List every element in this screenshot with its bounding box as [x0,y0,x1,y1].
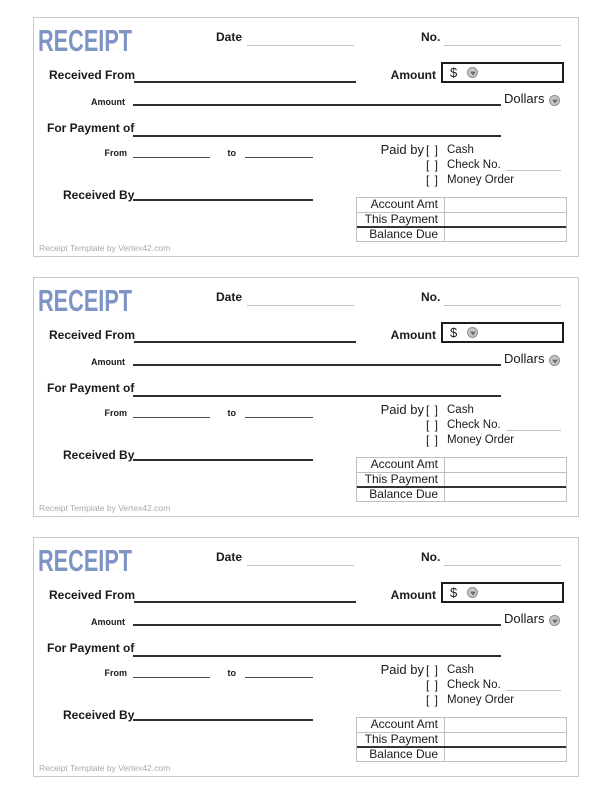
date-label: Date [216,290,243,304]
table-row [357,458,566,473]
to-label: to [227,668,236,678]
check-no-option-label: Check No. [447,159,501,171]
check-no-option-label: Check No. [447,419,501,431]
account-amt-value-cell[interactable] [445,198,566,212]
amount-words-label: Amount [91,97,125,107]
this-payment-label: This Payment [357,733,445,747]
receipt-card [33,277,579,517]
dollars-dropdown-icon[interactable] [549,355,560,366]
money-order-option-label: Money Order [447,434,515,446]
amount-dropdown-icon[interactable] [467,327,478,338]
received-by-label: Received By [63,708,135,722]
number-label: No. [421,550,441,564]
check-no-checkbox[interactable]: [ ] [426,678,440,692]
balance-due-value-cell[interactable] [445,488,566,502]
cash-option-label: Cash [447,664,474,676]
amount-words-field-line[interactable] [133,364,501,366]
summary-table [356,717,567,762]
table-row [357,473,566,489]
number-field-line[interactable] [444,565,561,566]
balance-due-label: Balance Due [357,748,445,762]
currency-symbol: $ [450,65,458,80]
check-no-option-label: Check No. [447,679,501,691]
dollars-label: Dollars [504,611,545,626]
from-label: From [104,148,127,158]
to-label: to [227,148,236,158]
dollars-dropdown-icon[interactable] [549,95,560,106]
this-payment-value-cell[interactable] [445,213,566,227]
to-field-line[interactable] [245,157,313,158]
received-by-field-line[interactable] [133,459,313,461]
number-field-line[interactable] [444,305,561,306]
table-row [357,213,566,229]
currency-symbol: $ [450,585,458,600]
table-row [357,198,566,213]
money-order-checkbox[interactable]: [ ] [426,433,440,447]
amount-input-box[interactable] [441,62,564,83]
check-no-checkbox[interactable]: [ ] [426,158,440,172]
amount-dropdown-icon[interactable] [467,67,478,78]
receipt-title: RECEIPT [38,283,133,318]
template-credit: Receipt Template by Vertex42.com [39,243,171,253]
receipt-title: RECEIPT [38,23,133,58]
paid-by-label: Paid by [380,662,424,677]
received-from-field-line[interactable] [134,81,356,83]
received-from-field-line[interactable] [134,341,356,343]
dollars-label: Dollars [504,91,545,106]
amount-dropdown-icon[interactable] [467,587,478,598]
account-amt-label: Account Amt [357,718,445,732]
money-order-checkbox[interactable]: [ ] [426,173,440,187]
to-label: to [227,408,236,418]
cash-checkbox[interactable]: [ ] [426,143,440,157]
amount-label: Amount [390,68,436,82]
table-row [357,748,566,762]
dollars-label: Dollars [504,351,545,366]
check-no-field-line[interactable] [506,430,561,431]
cash-checkbox[interactable]: [ ] [426,663,440,677]
table-row [357,488,566,502]
date-label: Date [216,550,243,564]
received-from-label: Received From [49,588,136,602]
currency-symbol: $ [450,325,458,340]
check-no-field-line[interactable] [506,170,561,171]
from-field-line[interactable] [133,677,210,678]
for-payment-label: For Payment of [47,121,135,135]
this-payment-value-cell[interactable] [445,733,566,747]
summary-table [356,197,567,242]
balance-due-label: Balance Due [357,228,445,242]
money-order-option-label: Money Order [447,694,515,706]
receipt-title: RECEIPT [38,543,133,578]
balance-due-label: Balance Due [357,488,445,502]
table-row [357,228,566,242]
from-field-line[interactable] [133,157,210,158]
number-field-line[interactable] [444,45,561,46]
to-field-line[interactable] [245,417,313,418]
number-label: No. [421,290,441,304]
received-by-field-line[interactable] [133,719,313,721]
table-row [357,718,566,733]
amount-input-box[interactable] [441,322,564,343]
account-amt-value-cell[interactable] [445,718,566,732]
for-payment-label: For Payment of [47,381,135,395]
cash-option-label: Cash [447,144,474,156]
amount-label: Amount [390,328,436,342]
from-field-line[interactable] [133,417,210,418]
table-row [357,733,566,749]
account-amt-label: Account Amt [357,198,445,212]
this-payment-value-cell[interactable] [445,473,566,487]
cash-option-label: Cash [447,404,474,416]
check-no-checkbox[interactable]: [ ] [426,418,440,432]
amount-words-label: Amount [91,357,125,367]
for-payment-field-line[interactable] [133,395,501,397]
receipt-card [33,17,579,257]
for-payment-field-line[interactable] [133,135,501,137]
amount-words-label: Amount [91,617,125,627]
money-order-option-label: Money Order [447,174,515,186]
received-by-field-line[interactable] [133,199,313,201]
from-label: From [104,668,127,678]
cash-checkbox[interactable]: [ ] [426,403,440,417]
paid-by-label: Paid by [380,402,424,417]
account-amt-value-cell[interactable] [445,458,566,472]
amount-input-box[interactable] [441,582,564,603]
balance-due-value-cell[interactable] [445,228,566,242]
receipt-card [33,537,579,777]
received-from-field-line[interactable] [134,601,356,603]
template-credit: Receipt Template by Vertex42.com [39,503,171,513]
date-field-line[interactable] [247,305,354,306]
this-payment-label: This Payment [357,213,445,227]
amount-label: Amount [390,588,436,602]
account-amt-label: Account Amt [357,458,445,472]
dollars-dropdown-icon[interactable] [549,615,560,626]
balance-due-value-cell[interactable] [445,748,566,762]
date-field-line[interactable] [247,565,354,566]
received-from-label: Received From [49,328,136,342]
received-by-label: Received By [63,448,135,462]
summary-table [356,457,567,502]
received-by-label: Received By [63,188,135,202]
for-payment-label: For Payment of [47,641,135,655]
date-label: Date [216,30,243,44]
money-order-checkbox[interactable]: [ ] [426,693,440,707]
from-label: From [104,408,127,418]
for-payment-field-line[interactable] [133,655,501,657]
check-no-field-line[interactable] [506,690,561,691]
date-field-line[interactable] [247,45,354,46]
amount-words-field-line[interactable] [133,624,501,626]
number-label: No. [421,30,441,44]
this-payment-label: This Payment [357,473,445,487]
to-field-line[interactable] [245,677,313,678]
paid-by-label: Paid by [380,142,424,157]
received-from-label: Received From [49,68,136,82]
template-credit: Receipt Template by Vertex42.com [39,763,171,773]
amount-words-field-line[interactable] [133,104,501,106]
